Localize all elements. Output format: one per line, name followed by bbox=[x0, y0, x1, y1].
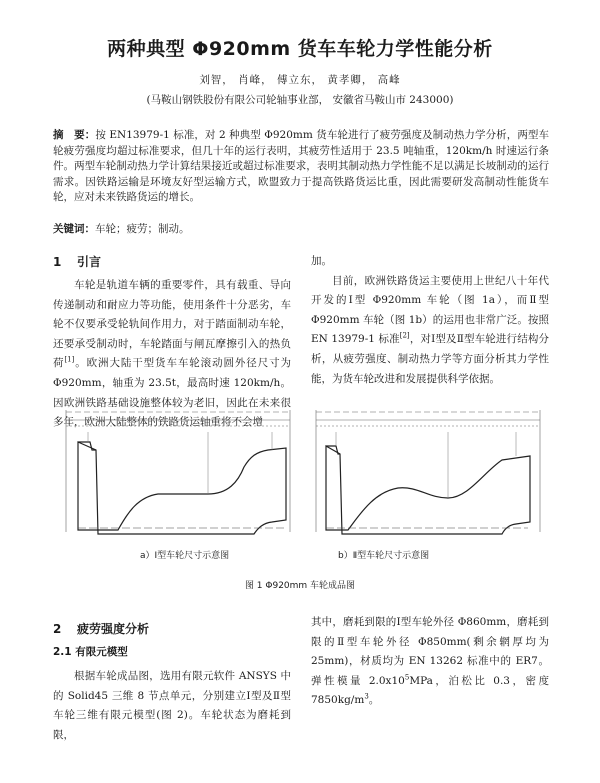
figure-1a-caption: a）Ⅰ型车轮尺寸示意图 bbox=[140, 551, 230, 561]
intro2-text-2: ，对Ⅰ型及Ⅱ型车轮进行结构分析，从疲劳强度、制动热力学等方面分析其力学性能，为货车轮改进和发展提供科学依据。 bbox=[311, 333, 549, 385]
keywords-text: 车轮；疲劳；制动。 bbox=[95, 223, 190, 235]
intro2-text-1: 目前，欧洲铁路货运主要使用上世纪八十年代开发的Ⅰ型 Φ920mm 车轮（图 1a），而Ⅱ型Φ920mm 车轮（图 1b）的运用也非常广泛。按照 EN 13979-1 标准 bbox=[311, 274, 549, 346]
section-2-heading bbox=[53, 620, 149, 637]
keywords-label: 关键词： bbox=[53, 223, 95, 235]
wheel-drawing-type-2 bbox=[308, 402, 548, 542]
paper-title: 两种典型 Φ920mm 货车车轮力学性能分析 bbox=[107, 38, 493, 60]
exponent-2: 3 bbox=[364, 692, 369, 701]
material-text-3: 。 bbox=[368, 694, 380, 707]
section-2-right-column bbox=[311, 613, 549, 711]
wheel-drawing-type-1 bbox=[58, 402, 298, 542]
section-number: 2 bbox=[53, 622, 62, 636]
author-list: 刘智， 肖峰， 傅立东， 黄孝卿， 高峰 bbox=[199, 74, 401, 86]
subsection-2-1-heading: 2.1 有限元模型 bbox=[53, 646, 128, 658]
affiliation: (马鞍山钢铁股份有限公司轮轴事业部， 安徽省马鞍山市 243000) bbox=[146, 94, 454, 106]
section-number: 1 bbox=[53, 255, 62, 269]
figure-1-title: 图 1 Φ920mm 车轮成品图 bbox=[244, 581, 356, 591]
section-1-right-column bbox=[311, 252, 549, 389]
abstract-text: 按 EN13979-1 标准，对 2 种典型 Φ920mm 货车轮进行了疲劳强度及制动热力学分析，两型车轮疲劳强度均超过标准要求，但几十年的运行表明，其疲劳性适用于 23.5 吨轴重，120km/h 时速运行条件。两型车轮制动热力学计算结果接近或超过标准要求，表明其制动热力学性能不足以满足长坡制动的运行需求。因铁路运输是环境友好型运输方式，欧盟致力于提高铁路货运比重，因此需要研发高制动性能货车轮，应对未来铁路货运的增长。 bbox=[53, 129, 549, 203]
section-2-left-column bbox=[53, 667, 291, 745]
intro-paragraph-2 bbox=[311, 272, 549, 390]
continuation-text: 加。 bbox=[311, 255, 332, 267]
intro-text-2: 。欧洲大陆干型货车车轮滚动圆外径尺寸为 Φ920mm，轴重为 23.5t，最高时速 120km/h。因欧洲铁路基础设施整体较为老旧，因此在未来很多年，欧洲大陆整体的铁路货运轴重将不会增 bbox=[53, 357, 292, 429]
abstract-label: 摘 要： bbox=[53, 129, 96, 141]
abstract bbox=[53, 128, 549, 206]
intro-text-1: 车轮是轨道车辆的重要零件，具有载重、导向传递制动和耐应力等功能，使用条件十分恶劣，车轮不仅要承受轮轨间作用力，对于踏面制动车轮，还要承受制动时，车轮踏面与闸瓦摩擦引入的热负荷 bbox=[53, 279, 291, 370]
material-text-1: 其中，磨耗到限的Ⅰ型车轮外径 Φ860mm，磨耗到限的Ⅱ型车轮外径 Φ850mm(剩余辋厚均为 25mm)，材质均为 EN 13262 标准中的 ER7。弹性模量 2.0x10 bbox=[311, 616, 549, 687]
fe-model-paragraph: 根据车轮成品图，选用有限元软件 ANSYS 中的 Solid45 三维 8 节点单元，分别建立Ⅰ型及Ⅱ型车轮三维有限元模型(图 2)。车轮状态为磨耗到限， bbox=[53, 670, 291, 741]
citation-1: [1] bbox=[64, 355, 75, 364]
exponent-1: 5 bbox=[404, 673, 410, 682]
section-1-heading bbox=[53, 253, 101, 270]
figure-1b-caption: b）Ⅱ型车轮尺寸示意图 bbox=[338, 551, 430, 561]
keywords bbox=[53, 221, 549, 236]
material-paragraph bbox=[311, 613, 549, 711]
section-title: 疲劳强度分析 bbox=[77, 622, 150, 636]
section-title: 引言 bbox=[77, 255, 102, 269]
citation-2: [2] bbox=[399, 331, 410, 340]
material-text-2: MPa，泊松比 0.3，密度 7850kg/m bbox=[311, 674, 549, 707]
